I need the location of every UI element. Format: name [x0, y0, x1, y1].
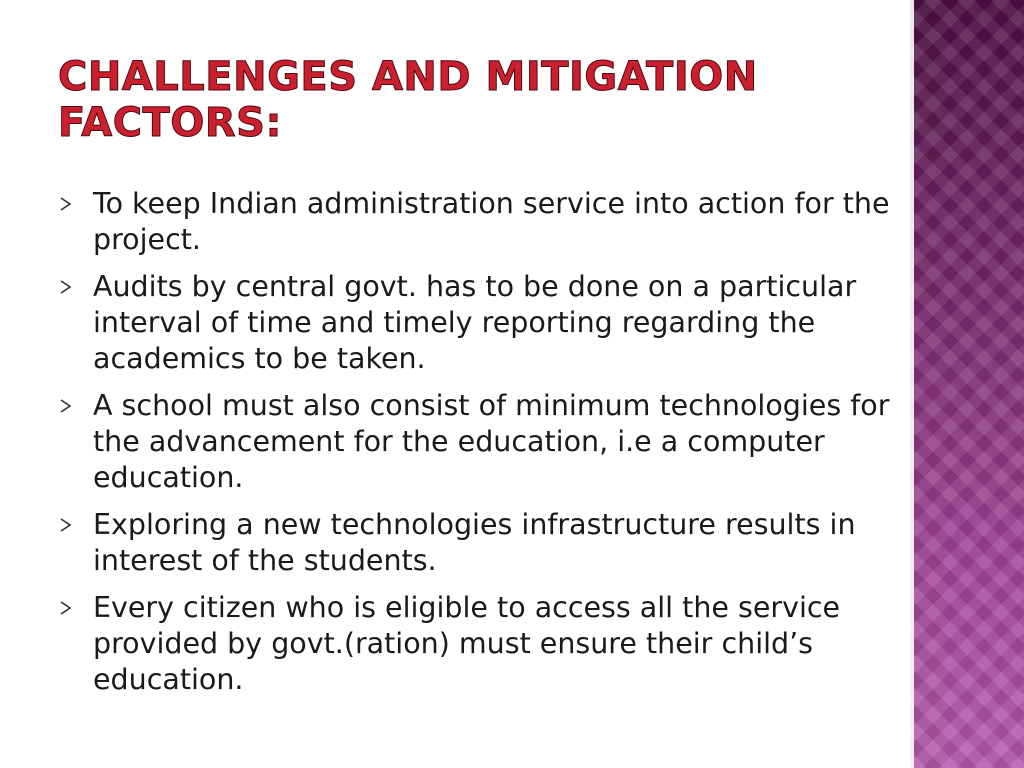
bullet-item [58, 590, 898, 698]
bullet-item [58, 269, 898, 377]
arrow-bullet-icon [58, 517, 74, 533]
bullet-text: A school must also consist of minimum technologies for the advancement for the education, i.e a computer education. [93, 389, 890, 494]
arrow-bullet-icon [58, 279, 74, 295]
side-band-edge [910, 0, 914, 768]
bullet-text: Exploring a new technologies infrastructure results in interest of the students. [93, 508, 856, 577]
slide-title: CHALLENGES AND MITIGATION FACTORS: [58, 54, 758, 146]
bullet-list [58, 186, 898, 709]
arrow-bullet-icon [58, 196, 74, 212]
arrow-bullet-icon [58, 398, 74, 414]
bullet-item [58, 186, 898, 258]
bullet-text: To keep Indian administration service into action for the project. [93, 187, 890, 256]
bullet-text: Every citizen who is eligible to access all the service provided by govt.(ration) must ensure their child’s education. [93, 591, 841, 696]
bullet-item [58, 388, 898, 496]
decorative-side-band [910, 0, 1024, 768]
bullet-text: Audits by central govt. has to be done on a particular interval of time and timely reporting regarding the academics to be taken. [93, 270, 857, 375]
bullet-item [58, 507, 898, 579]
arrow-bullet-icon [58, 600, 74, 616]
